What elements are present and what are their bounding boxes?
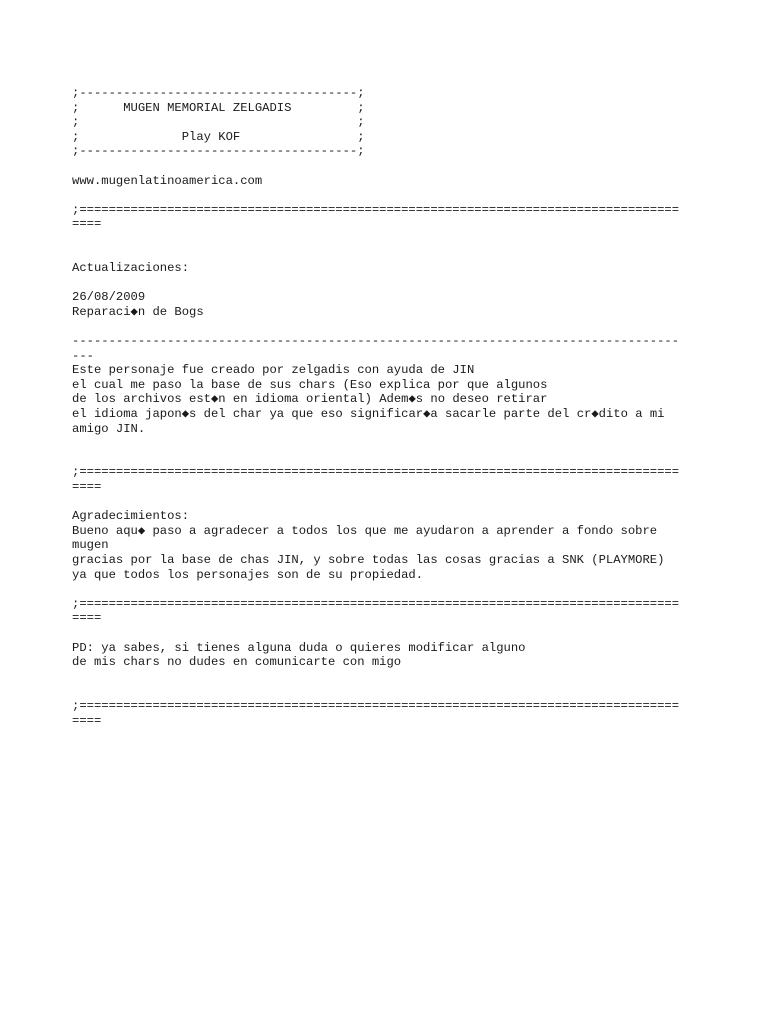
text-line: ; Play KOF ; [72,129,365,144]
blank-line [72,247,712,262]
separator-line: ;================================================================================== [72,202,680,217]
text-line: PD: ya sabes, si tienes alguna duda o quieres modificar alguno [72,640,526,655]
blank-line [72,495,712,510]
text-line: ; MUGEN MEMORIAL ZELGADIS ; [72,100,365,115]
section-heading-updates: Actualizaciones: [72,261,190,276]
text-line: el idioma japon◆s del char ya que eso significar◆a sacarle parte del cr◆dito a mi [72,407,665,422]
blank-line [72,276,712,291]
separator-line: ;================================================================================== [72,596,680,611]
text-line: Este personaje fue creado por zelgadis con ayuda de JIN [72,363,475,378]
text-line: gracias por la base de chas JIN, y sobre todas las cosas gracias a SNK (PLAYMORE) [72,553,665,567]
text-line: de mis chars no dudes en comunicarte con migo [72,655,402,670]
text-line: Bueno aqu◆ paso a agradecer a todos los que me ayudaron a aprender a fondo sobre [72,523,658,538]
blank-line [72,451,712,466]
blank-line [72,684,712,699]
separator-line: ==== [72,611,102,626]
blank-line [72,670,712,685]
blank-line [72,582,712,597]
separator-line: ;================================================================================== [72,465,680,480]
blank-line [72,188,712,203]
blank-line [72,232,712,247]
blank-line [72,436,712,451]
website-link[interactable]: www.mugenlatinoamerica.com [72,173,263,188]
blank-line [72,626,712,641]
separator-line: --- [72,348,94,363]
separator-line: ;================================================================================== [72,698,680,713]
update-date: 26/08/2009 [72,290,146,305]
separator-line: ==== [72,713,102,728]
separator-line: ==== [72,480,102,495]
text-line: ;--------------------------------------; [72,144,365,159]
separator-line: ==== [72,217,102,232]
document-page [72,86,712,728]
text-line: ya que todos los personajes son de su propiedad. [72,567,424,582]
section-heading-thanks: Agradecimientos: [72,509,190,524]
text-line: ; ; [72,115,365,130]
text-line: el cual me paso la base de sus chars (Eso explica por que algunos [72,377,548,392]
text-line: amigo JIN. [72,421,146,436]
text-line: Reparaci◆n de Bogs [72,304,204,319]
text-line: de los archivos est◆n en idioma oriental) Adem◆s no deseo retirar [72,392,548,407]
text-line: ;--------------------------------------; [72,86,365,100]
blank-line [72,320,712,335]
text-line: mugen [72,538,109,553]
separator-line: ----------------------------------------------------------------------------------- [72,334,680,349]
blank-line [72,159,712,174]
